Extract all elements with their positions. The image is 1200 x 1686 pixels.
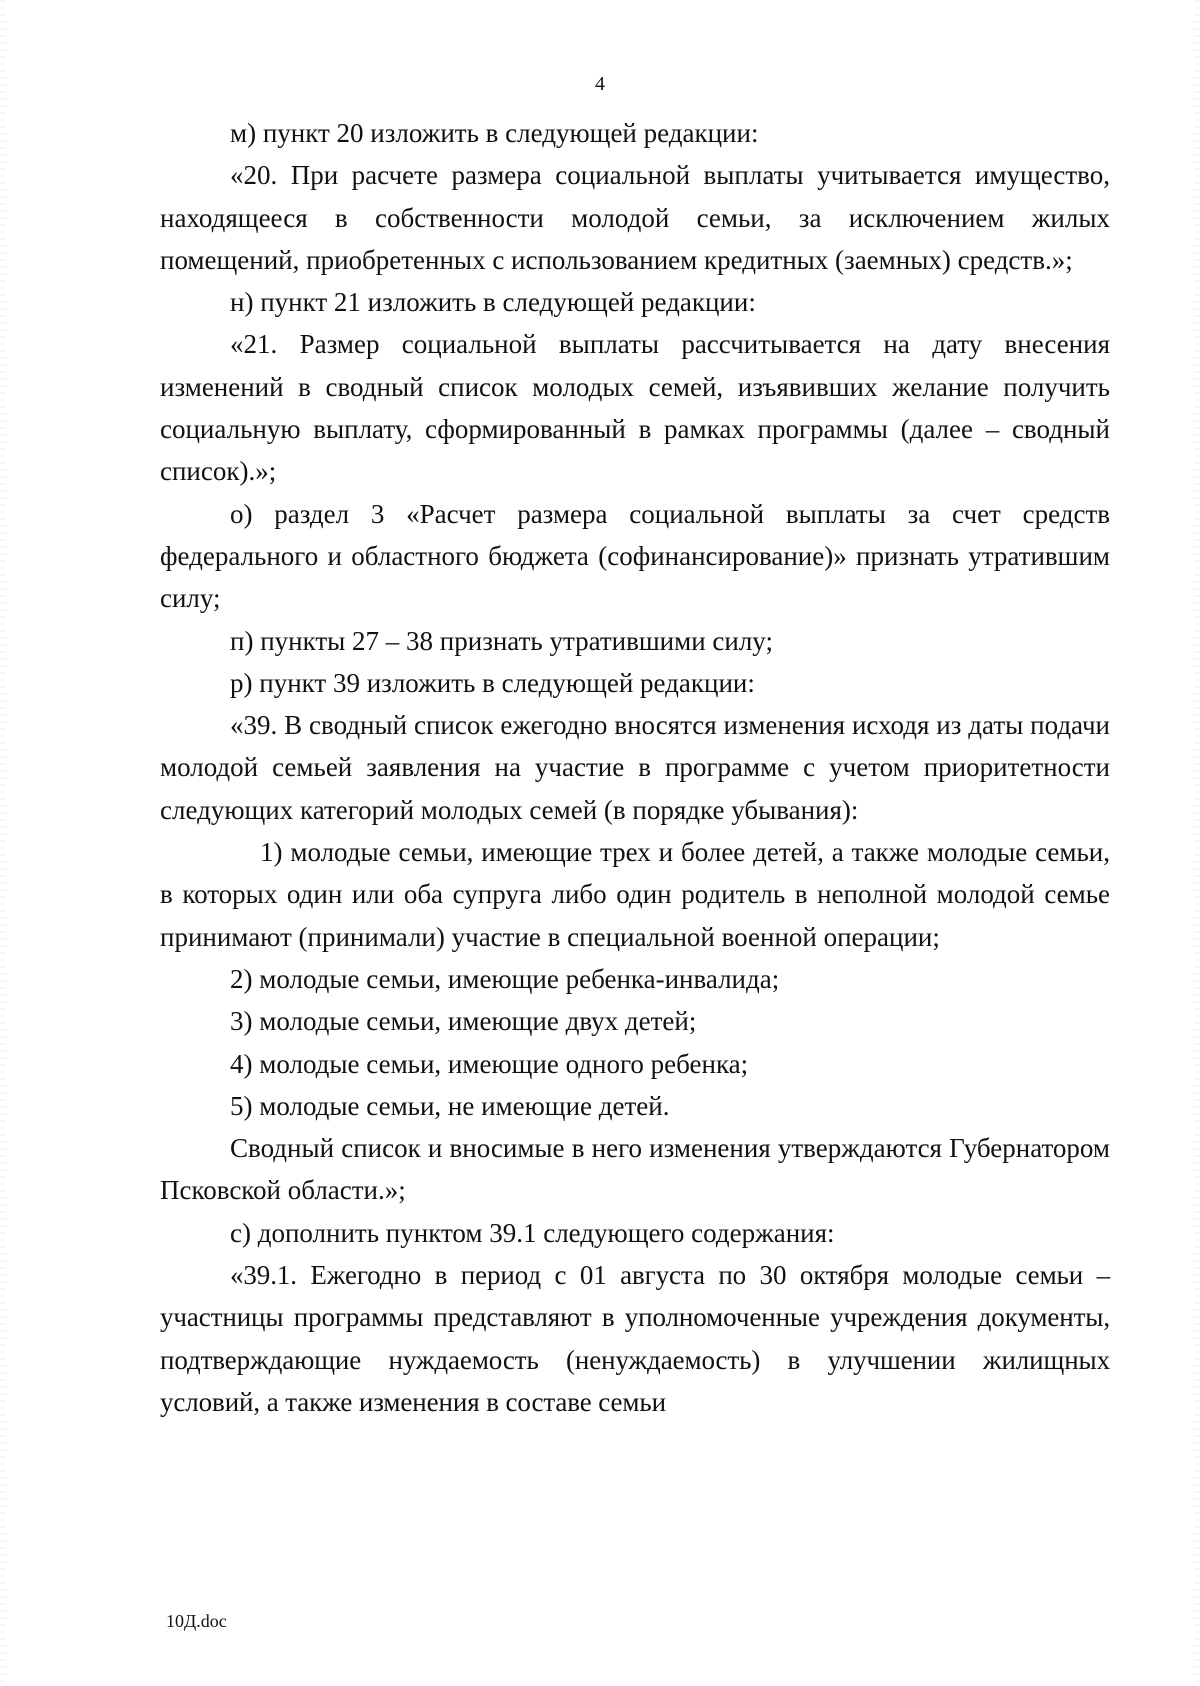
paragraph: о) раздел 3 «Расчет размера социальной выплаты за счет средств федерального и областного бюджета (софинансирование)» признать утратившим силу; bbox=[160, 498, 1110, 614]
list-item: 3) молодые семьи, имеющие двух детей; bbox=[230, 1006, 697, 1037]
page-number: 4 bbox=[595, 73, 605, 95]
paragraph: «39. В сводный список ежегодно вносятся изменения исходя из даты подачи молодой семьей заявления на участие в программе с учетом приоритетности следующих категорий молодых семей (в порядке убывания): bbox=[160, 710, 1110, 825]
paragraph: р) пункт 39 изложить в следующей редакции: bbox=[230, 667, 755, 698]
list-item: 4) молодые семьи, имеющие одного ребенка; bbox=[230, 1048, 749, 1079]
paragraph: с) дополнить пунктом 39.1 следующего содержания: bbox=[230, 1217, 835, 1248]
list-item: 5) молодые семьи, не имеющие детей. bbox=[230, 1090, 670, 1121]
scan-noise-left bbox=[0, 0, 6, 1686]
paragraph: н) пункт 21 изложить в следующей редакции: bbox=[230, 287, 756, 318]
list-item: 2) молодые семьи, имеющие ребенка-инвалида; bbox=[230, 963, 780, 994]
paragraph: п) пункты 27 – 38 признать утратившими силу; bbox=[230, 625, 773, 656]
footer-filename: 10Д.doc bbox=[166, 1611, 227, 1631]
paragraph: «39.1. Ежегодно в период с 01 августа по 30 октября молодые семьи – участницы программы представляют в уполномоченные учреждения документы, подтверждающие нуждаемость (ненуждаемость) в улучшении жилищных условий, а также изменения в составе семьи bbox=[160, 1260, 1110, 1417]
list-item: 1) молодые семьи, имеющие трех и более детей, а также молодые семьи, в которых один или оба супруга либо один родитель в неполной молодой семье принимают (принимали) участие в специальной военной операции; bbox=[160, 837, 1110, 952]
paragraph: Сводный список и вносимые в него изменения утверждаются Губернатором Псковской области.»; bbox=[160, 1133, 1110, 1206]
paragraph: «20. При расчете размера социальной выплаты учитывается имущество, находящееся в собственности молодой семьи, за исключением жилых помещений, приобретенных с использованием кредитных (заемных) средств.»; bbox=[160, 160, 1110, 275]
paragraph: м) пункт 20 изложить в следующей редакции: bbox=[230, 118, 759, 148]
document-body bbox=[160, 112, 1110, 1423]
scan-noise-right bbox=[1194, 0, 1200, 1686]
paragraph: «21. Размер социальной выплаты рассчитывается на дату внесения изменений в сводный список молодых семей, изъявивших желание получить социальную выплату, сформированный в рамках программы (далее – сводный список).»; bbox=[160, 329, 1110, 487]
